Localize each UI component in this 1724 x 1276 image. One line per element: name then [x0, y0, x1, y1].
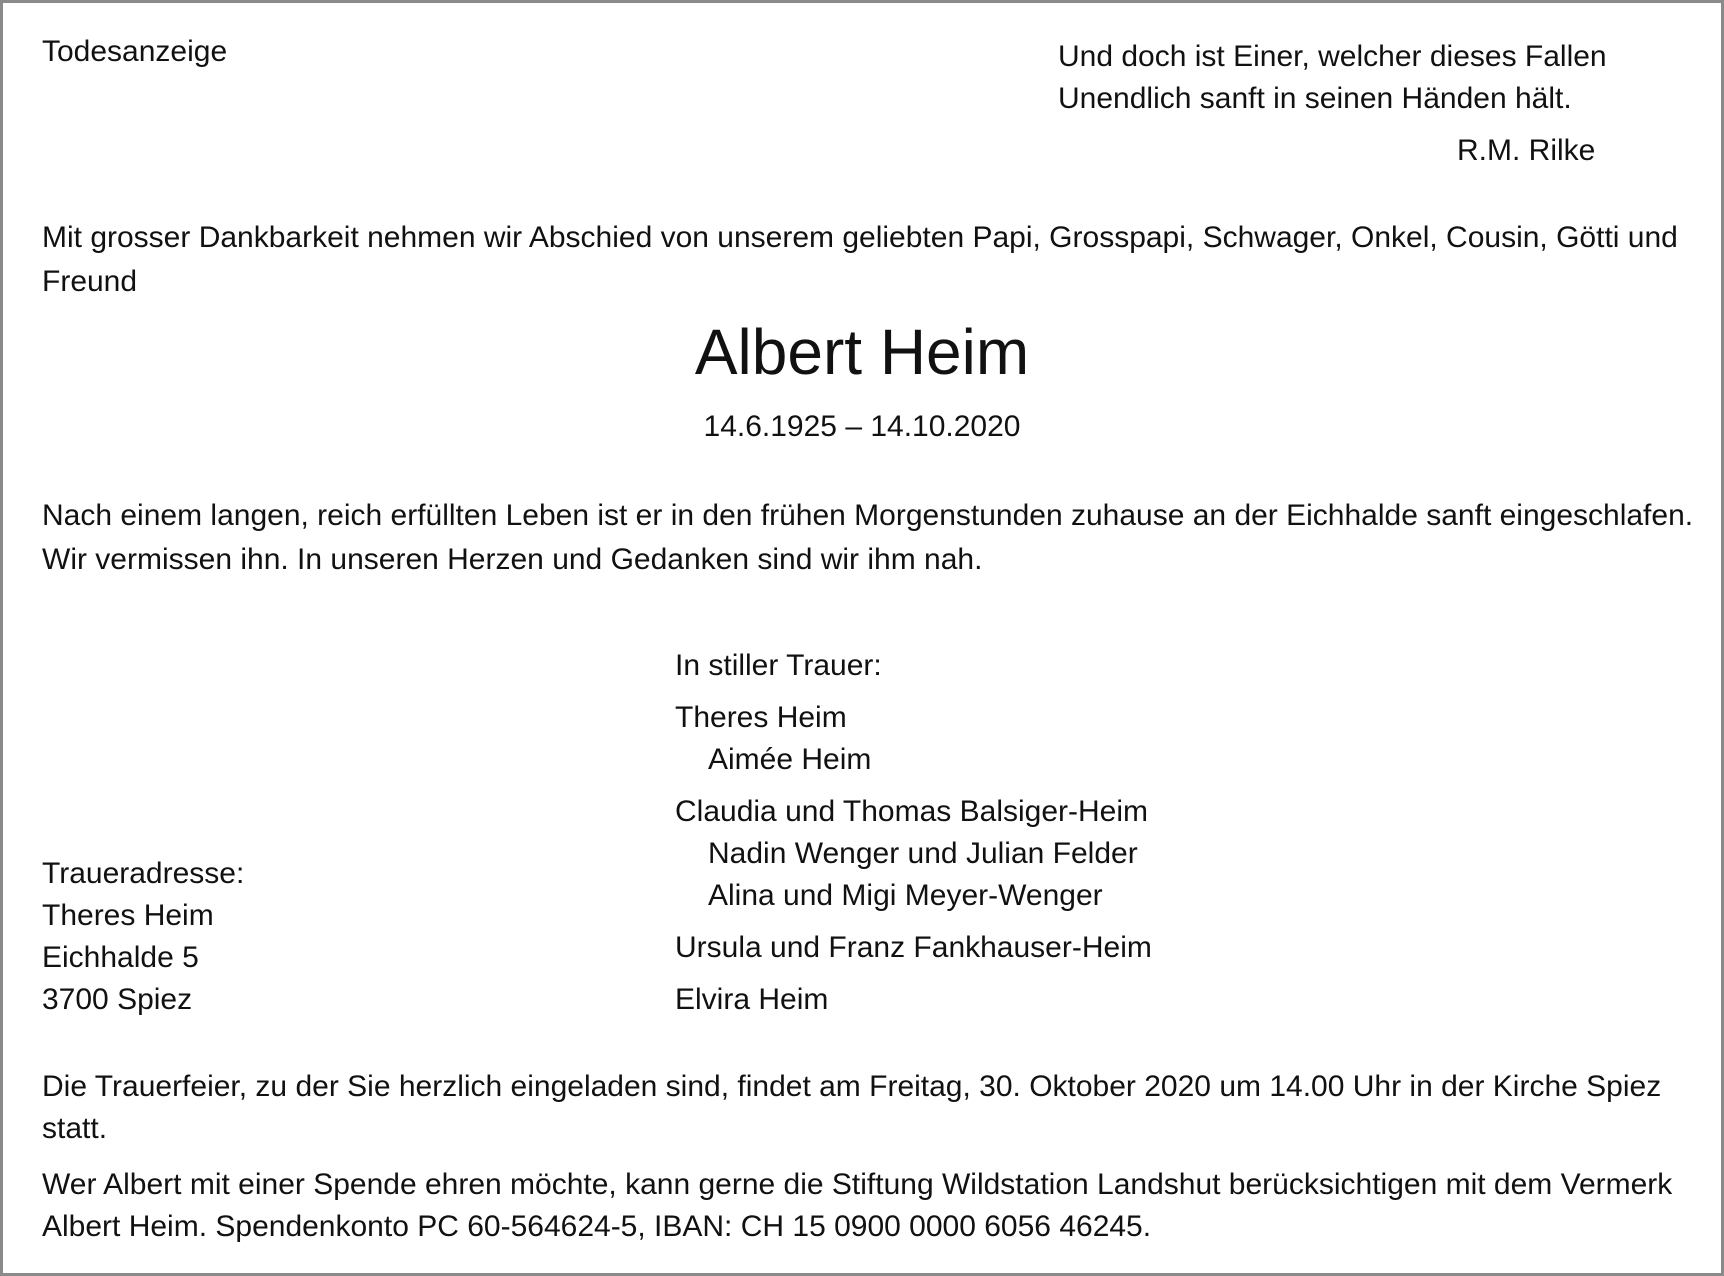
mourners-heading: In stiller Trauer:: [675, 649, 882, 682]
intro-text: Mit grosser Dankbarkeit nehmen wir Abschied von unserem geliebten Papi, Grosspapi, Schwager, Onkel, Cousin, Götti und Freund: [42, 221, 1678, 298]
life-dates: 14.6.1925 – 14.10.2020: [703, 410, 1021, 443]
address-line: 3700 Spiez: [42, 983, 193, 1016]
mourner-main: Elvira Heim: [675, 983, 829, 1016]
quote-author: R.M. Rilke: [1457, 134, 1596, 167]
mourner-sub: Aimée Heim: [708, 743, 872, 776]
body-text: Nach einem langen, reich erfüllten Leben ist er in den frühen Morgenstunden zuhause an der Eichhalde sanft eingeschlafen. Wir vermissen ihn. In unseren Herzen und Gedanken sind wir ihm nah.: [42, 499, 1694, 576]
mourner-main: Theres Heim: [675, 701, 847, 734]
mourner-sub: Nadin Wenger und Julian Felder: [708, 837, 1138, 870]
ceremony-text: Die Trauerfeier, zu der Sie herzlich eingeladen sind, findet am Freitag, 30. Oktober 2020 um 14.00 Uhr in der Kirche Spiez statt.: [42, 1070, 1662, 1145]
address-heading: Traueradresse:: [42, 857, 245, 890]
quote-line: Unendlich sanft in seinen Händen hält.: [1058, 82, 1572, 115]
rilke-quote: [1058, 36, 1607, 120]
mourning-address: [42, 853, 244, 1021]
quote-line: Und doch ist Einer, welcher dieses Fallen: [1058, 40, 1607, 73]
address-line: Theres Heim: [42, 899, 214, 932]
mourner-sub: Alina und Migi Meyer-Wenger: [708, 879, 1103, 912]
mourner-group: [675, 697, 1152, 781]
donation-text: Wer Albert mit einer Spende ehren möchte, kann gerne die Stiftung Wildstation Landshut berücksichtigen mit dem Vermerk Albert Heim. Spendenkonto PC 60-564624-5, IBAN: CH 15 0900 0000 6056 46245.: [42, 1168, 1673, 1243]
mourner-group: [675, 927, 1152, 969]
mourner-group: [675, 791, 1152, 917]
address-line: Eichhalde 5: [42, 941, 199, 974]
mourner-group: [675, 979, 1152, 1021]
mourner-main: Ursula und Franz Fankhauser-Heim: [675, 931, 1152, 964]
mourner-main: Claudia und Thomas Balsiger-Heim: [675, 795, 1148, 828]
mourners-list: [675, 645, 1152, 1031]
notice-type-label: Todesanzeige: [42, 35, 228, 68]
deceased-name: Albert Heim: [694, 316, 1030, 388]
